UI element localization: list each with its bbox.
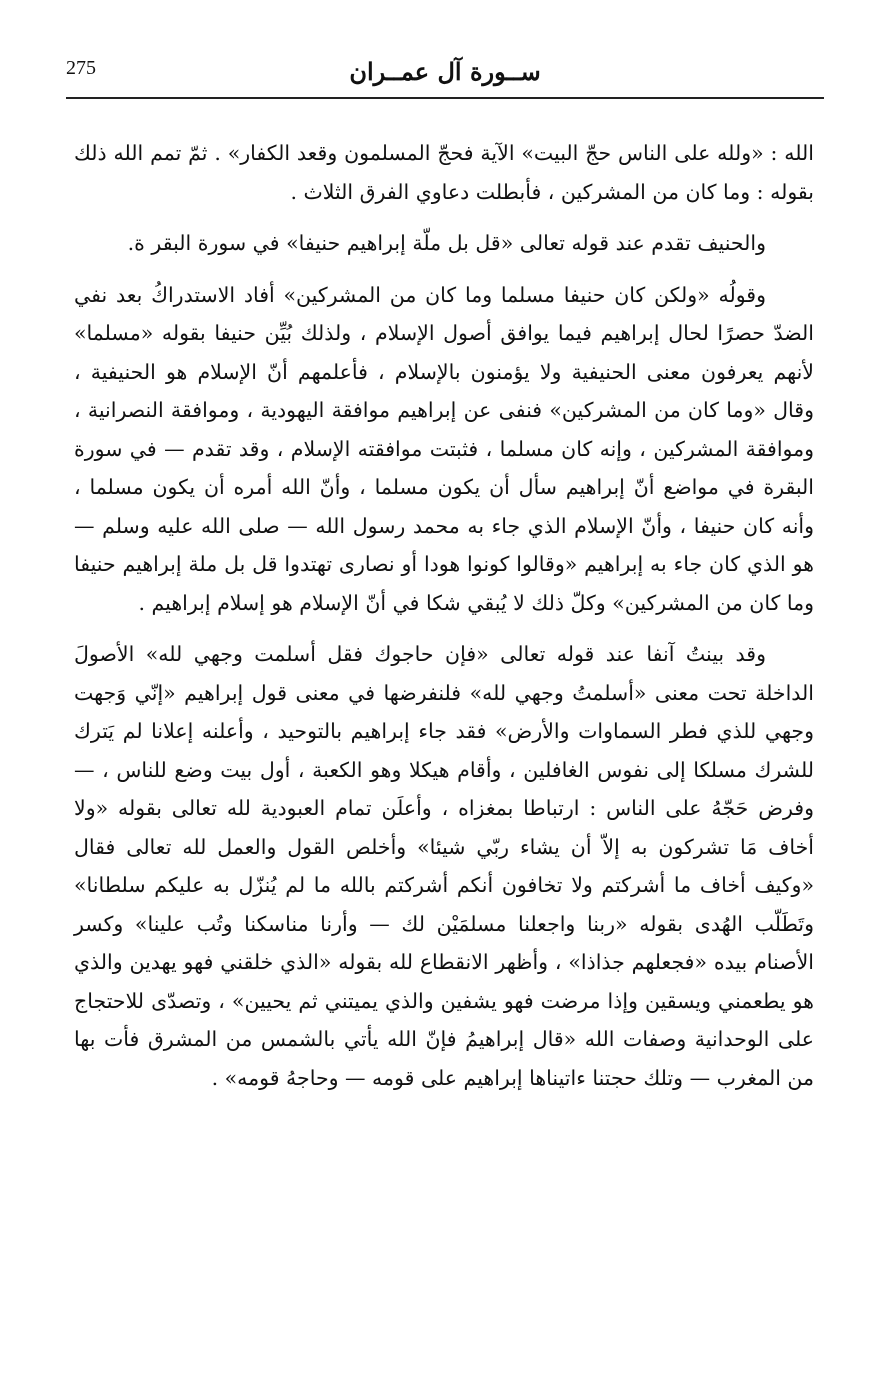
body-text [74, 134, 814, 1097]
page-number: 275 [66, 57, 96, 79]
header-rule [66, 97, 824, 99]
running-title: ســورة آل عمــران [349, 57, 541, 86]
paragraph-1: الله : «ولله على الناس حجّ البيت» الآية فحجّ المسلمون وقعد الكفار» . ثمّ تمم الله ذلك بقوله : وما كان من المشركين ، فأبطلت دعاوي الفرق الثلاث . [74, 141, 814, 204]
paragraph-4: وقد بينتُ آنفا عند قوله تعالى «فإن حاجوك فقل أسلمت وجهي لله» الأصولَ الداخلة تحت معنى «أسلمتُ وجهي لله» فلنفرضها في معنى قول إبراهيم «إنّي وَجهت وجهي للذي فطر السماوات والأرض» فقد جاء إبراهيم بالتوحيد ، وأعلنه إعلانا لم يَترك للشرك مسلكا إلى نفوس الغافلين ، وأقام هيكلا وهو الكعبة ، أول بيت وضع للناس ، — وفرض حَجّهُ على الناس : ارتباطا بمغزاه ، وأعلَن تمام العبودية لله تعالى بقوله «ولا أخاف مَا تشركون به إلاّ أن يشاء ربّي شيئا» وأخلص القول والعمل لله تعالى فقال «وكيف أخاف ما أشركتم ولا تخافون أنكم أشركتم بالله ما لم يُنزّل به عليكم سلطانا» وتَطَلّب الهُدى بقوله «ربنا واجعلنا مسلمَيْن لك — وأرنا مناسكنا وتُب علينا» وكسر الأصنام بيده «فجعلهم جذاذا» ، وأظهر الانقطاع لله بقوله «الذي خلقني فهو يهدين والذي هو يطعمني ويسقين وإذا مرضت فهو يشفين والذي يميتني ثم يحيين» ، وتصدّى للاحتجاج على الوحدانية وصفات الله «قال إبراهيمُ فإنّ الله يأتي بالشمس من المشرق فأت بها من المغرب — وتلك حجتنا ءاتيناها إبراهيم على قومه — وحاجهُ قومه» . [74, 642, 814, 1090]
page-header [66, 55, 824, 101]
paragraph-3: وقولُه «ولكن كان حنيفا مسلما وما كان من المشركين» أفاد الاستدراكُ بعد نفي الضدّ حصرًا لحال إبراهيم فيما يوافق أصول الإسلام ، ولذلك بُيِّن حنيفا بقوله «مسلما» لأنهم يعرفون معنى الحنيفية ولا يؤمنون بالإسلام ، فأعلمهم أنّ الإسلام هو الحنيفية ، وقال «وما كان من المشركين» فنفى عن إبراهيم موافقة اليهودية ، وموافقة النصرانية ، وموافقة المشركين ، وإنه كان مسلما ، فثبتت موافقته الإسلام ، وقد تقدم — في سورة البقرة في مواضع أنّ إبراهيم سأل أن يكون مسلما ، وأنّ الله أمره أن يكون مسلما ، وأنه كان حنيفا ، وأنّ الإسلام الذي جاء به محمد رسول الله — صلى الله عليه وسلم — هو الذي كان جاء به إبراهيم «وقالوا كونوا هودا أو نصارى تهتدوا قل بل ملة إبراهيم حنيفا وما كان من المشركين» وكلّ ذلك لا يُبقي شكا في أنّ الإسلام هو إسلام إبراهيم . [74, 282, 814, 615]
paragraph-2: والحنيف تقدم عند قوله تعالى «قل بل ملّة إبراهيم حنيفا» في سورة البقر ة. [127, 231, 766, 255]
